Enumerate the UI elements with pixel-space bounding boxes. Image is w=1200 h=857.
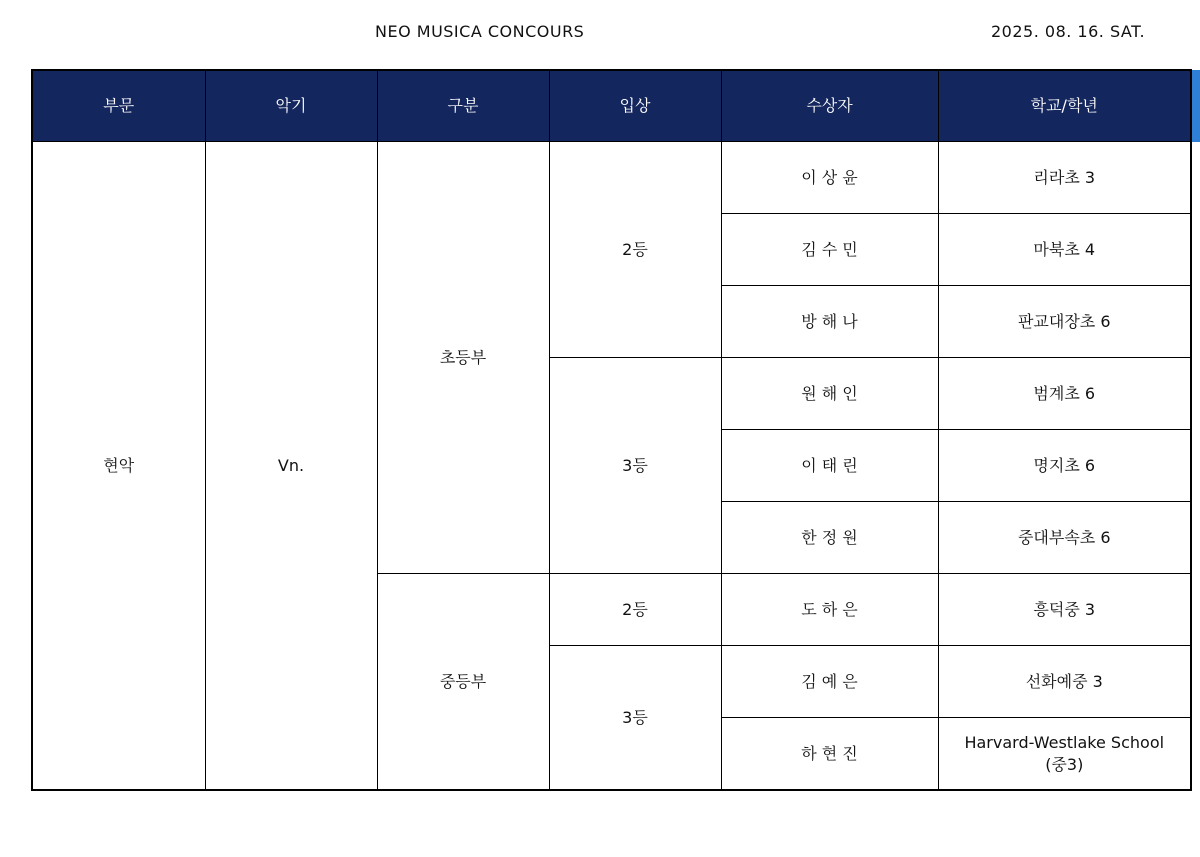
prize-cell: 3등 — [549, 358, 721, 574]
column-header-prize: 입상 — [549, 70, 721, 142]
winner-name: 하 현 진 — [721, 718, 938, 791]
winner-school: 판교대장초 6 — [938, 286, 1191, 358]
document-title: NEO MUSICA CONCOURS — [375, 22, 585, 41]
winner-name: 김 수 민 — [721, 214, 938, 286]
winner-name: 이 상 윤 — [721, 142, 938, 214]
winner-school: 선화예중 3 — [938, 646, 1191, 718]
winner-school: 흥덕중 3 — [938, 574, 1191, 646]
table-row — [32, 142, 1191, 214]
document-date: 2025. 08. 16. SAT. — [991, 22, 1146, 41]
awards-table — [31, 69, 1192, 791]
category-cell: 중등부 — [377, 574, 549, 791]
winner-name: 이 태 린 — [721, 430, 938, 502]
column-header-winner: 수상자 — [721, 70, 938, 142]
winner-school-line2: (중3) — [1045, 754, 1084, 774]
winner-name: 방 해 나 — [721, 286, 938, 358]
winner-name: 한 정 원 — [721, 502, 938, 574]
winner-school-line1: Harvard-Westlake School — [964, 732, 1165, 752]
prize-cell: 3등 — [549, 646, 721, 791]
winner-name: 도 하 은 — [721, 574, 938, 646]
division-cell: 현악 — [32, 142, 205, 791]
winner-school: 마북초 4 — [938, 214, 1191, 286]
winner-school: 리라초 3 — [938, 142, 1191, 214]
header-row — [32, 70, 1191, 142]
instrument-cell: Vn. — [205, 142, 377, 791]
prize-cell: 2등 — [549, 574, 721, 646]
category-cell: 초등부 — [377, 142, 549, 574]
column-header-instrument: 악기 — [205, 70, 377, 142]
winner-name: 김 예 은 — [721, 646, 938, 718]
accent-bar — [1191, 70, 1200, 142]
column-header-division: 부문 — [32, 70, 205, 142]
prize-cell: 2등 — [549, 142, 721, 358]
winner-school — [938, 718, 1191, 791]
winner-name: 원 해 인 — [721, 358, 938, 430]
column-header-school: 학교/학년 — [938, 70, 1191, 142]
winner-school: 범계초 6 — [938, 358, 1191, 430]
winner-school: 명지초 6 — [938, 430, 1191, 502]
column-header-category: 구분 — [377, 70, 549, 142]
winner-school: 중대부속초 6 — [938, 502, 1191, 574]
